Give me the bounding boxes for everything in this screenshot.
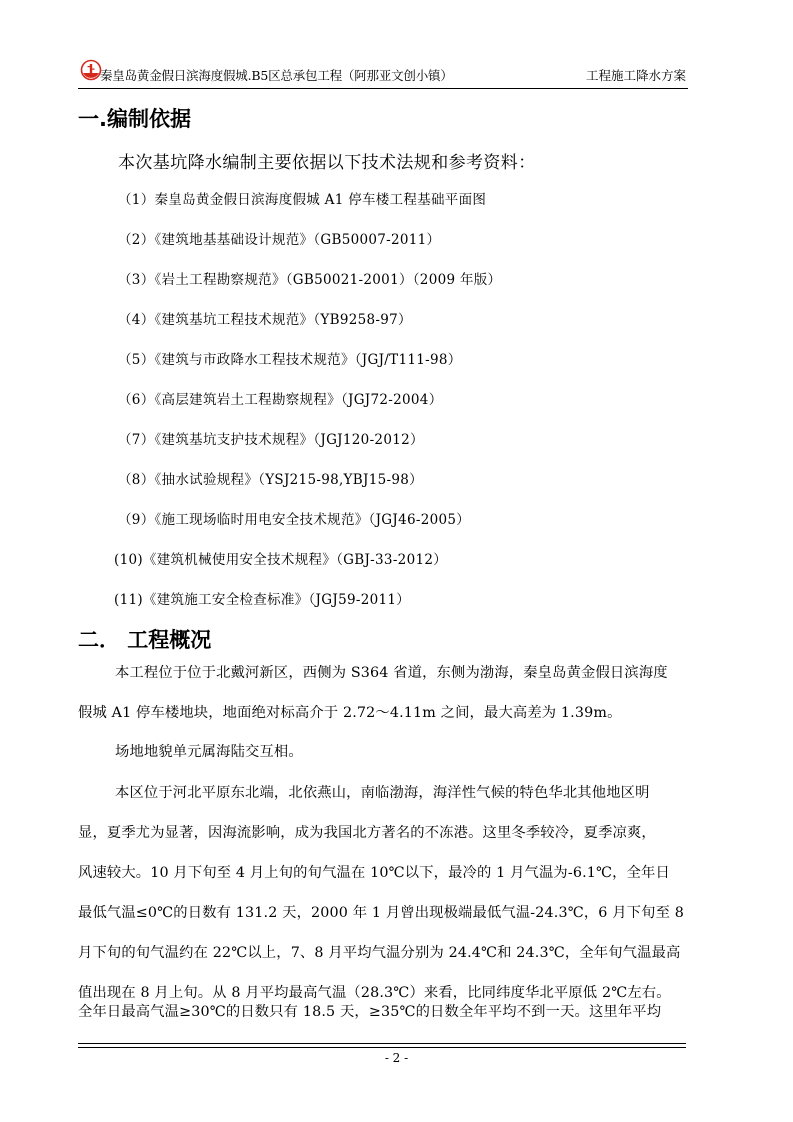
reference-item: （6）《高层建筑岩土工程勘察规程》（JGJ72-2004） [118, 392, 443, 408]
footer-divider [78, 1047, 686, 1048]
project-title: 秦皇岛黄金假日滨海度假城.B5区总承包工程（阿那亚文创小镇） [100, 68, 453, 83]
body-text-line: 风速较大。10 月下旬至 4 月上旬的旬气温在 10℃以下，最冷的 1 月气温为-6.1℃，全年日 [78, 865, 670, 881]
body-text-line: 显，夏季尤为显著，因海流影响，成为我国北方著名的不冻港。这里冬季较冷，夏季凉爽， [78, 825, 656, 841]
page-header [78, 58, 688, 89]
reference-item: (10)《建筑机械使用安全技术规程》（GBJ-33-2012） [114, 552, 448, 568]
reference-item: （2）《建筑地基基础设计规范》（GB50007-2011） [118, 232, 441, 248]
reference-item: （4）《建筑基坑工程技术规范》（YB9258-97） [118, 312, 412, 328]
reference-item: （7）《建筑基坑支护技术规程》（JGJ120-2012） [118, 432, 424, 448]
reference-item: （8）《抽水试验规程》（YSJ215-98,YBJ15-98） [118, 472, 423, 488]
document-title: 工程施工降水方案 [585, 68, 686, 83]
section-heading-overview: 二． 工程概况 [78, 628, 212, 652]
body-text-line: 本区位于河北平原东北端，北依燕山，南临渤海，海洋性气候的特色华北其他地区明 [115, 785, 650, 801]
body-text-line: 假城 A1 停车楼地块，地面绝对标高介于 2.72～4.11m 之间，最大高差为 1.39m。 [78, 705, 622, 721]
section-heading-basis: 一.编制依据 [78, 107, 191, 131]
body-text-line: 最低气温≤0℃的日数有 131.2 天，2000 年 1 月曾出现极端最低气温-24.3℃，6 月下旬至 8 [78, 905, 684, 921]
reference-item: （1）秦皇岛黄金假日滨海度假城 A1 停车楼工程基础平面图 [118, 192, 487, 208]
body-text-line: 本工程位于位于北戴河新区，西侧为 S364 省道，东侧为渤海，秦皇岛黄金假日滨海度 [115, 665, 668, 681]
reference-item: (11)《建筑施工安全检查标准》（JGJ59-2011） [114, 592, 411, 608]
reference-item: （3）《岩土工程勘察规范》（GB50021-2001）（2009 年版） [118, 272, 502, 288]
body-text-line: 场地地貌单元属海陆交互相。 [115, 744, 303, 760]
company-logo-icon [80, 59, 102, 81]
reference-item: （9）《施工现场临时用电安全技术规范》（JGJ46-2005） [118, 512, 471, 528]
reference-item: （5）《建筑与市政降水工程技术规范》（JGJ/T111-98） [118, 352, 462, 368]
page-number: - 2 - [384, 1051, 409, 1065]
footer-divider [78, 1043, 686, 1044]
body-text-line: 值出现在 8 月上旬。从 8 月平均最高气温（28.3℃）来看，比同纬度华北平原低 2℃左右。 [78, 985, 671, 1001]
section-intro: 本次基坑降水编制主要依据以下技术法规和参考资料： [118, 153, 536, 173]
body-text-line: 月下旬的旬气温约在 22℃以上，7、8 月平均气温分别为 24.4℃和 24.3℃，全年旬气温最高 [78, 945, 681, 961]
body-text-line: 全年日最高气温≥30℃的日数只有 18.5 天，≥35℃的日数全年平均不到一天。这里年平均 [78, 1004, 662, 1020]
